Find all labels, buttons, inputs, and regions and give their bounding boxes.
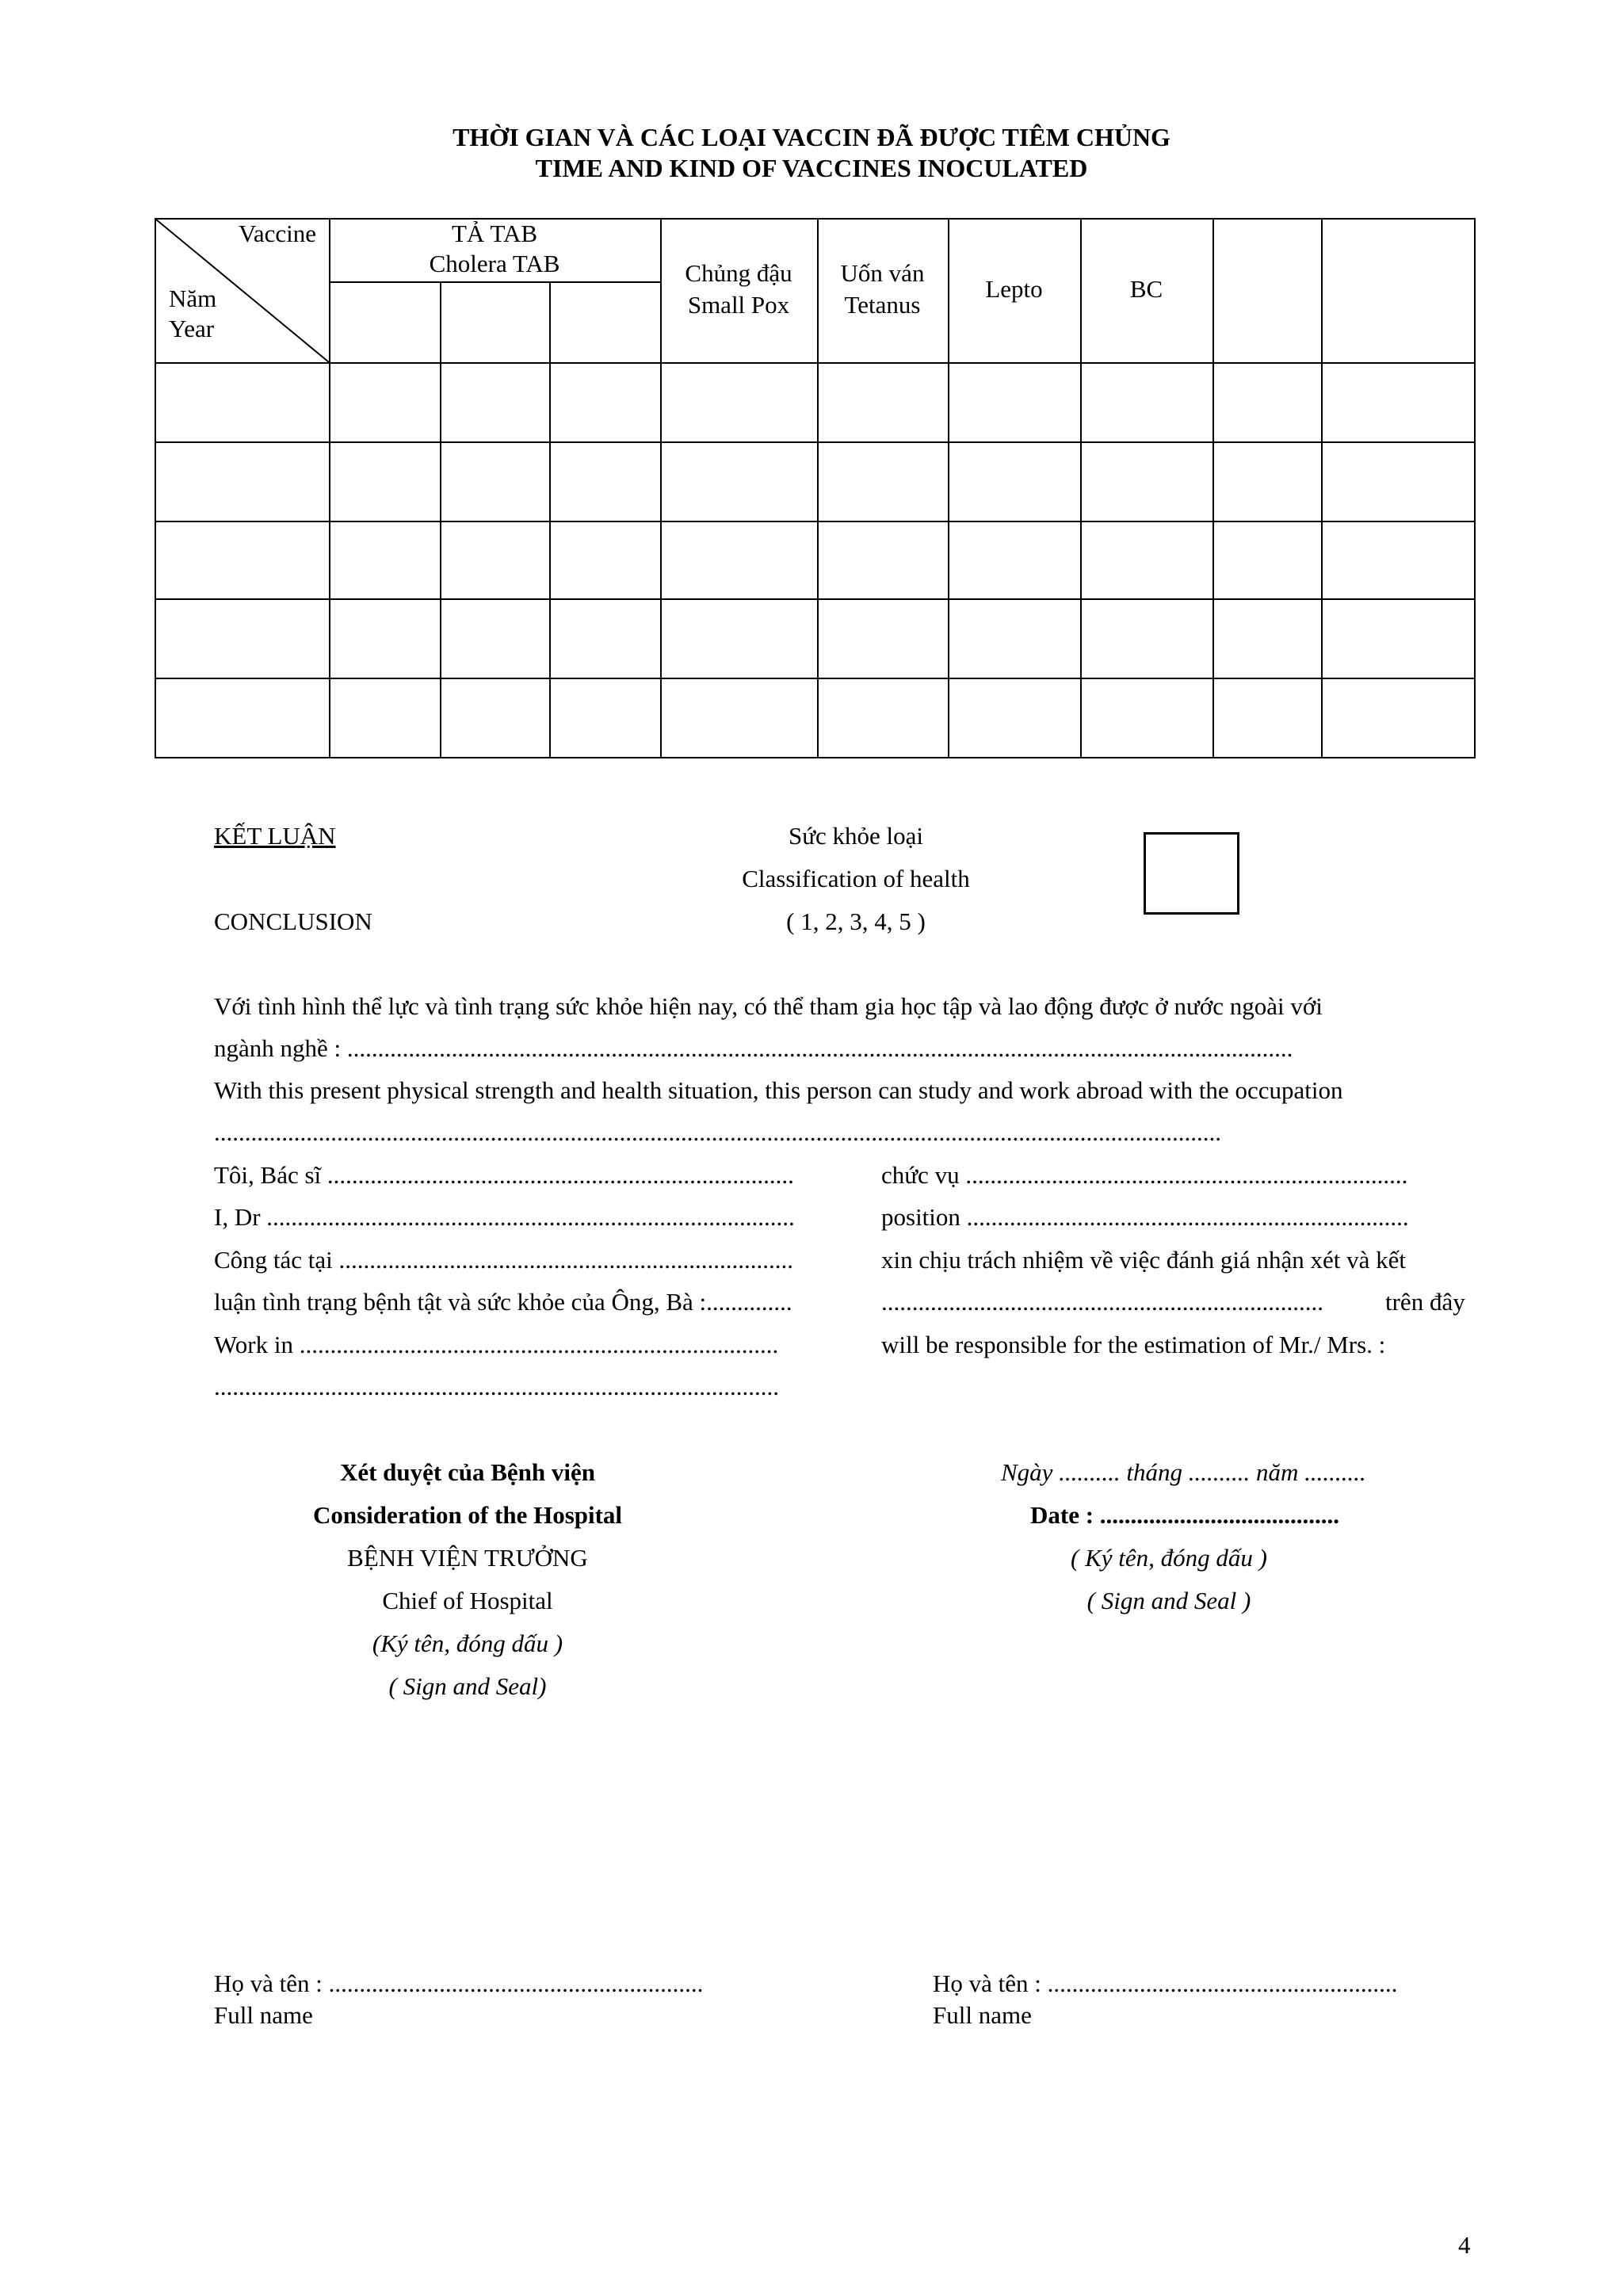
header-cholera-en: Cholera TAB — [429, 250, 560, 277]
corner-year-en: Year — [169, 315, 215, 342]
header-cholera-vi: TẢ TAB — [451, 220, 538, 247]
doctor-position-vi[interactable]: chức vụ ........................................................................ — [881, 1161, 1408, 1189]
title-vi: THỜI GIAN VÀ CÁC LOẠI VACCIN ĐÃ ĐƯỢC TIÊM CHỦNG — [453, 123, 1170, 151]
hospital-sign-vi: (Ký tên, đóng dấu ) — [372, 1629, 563, 1657]
statement-occupation-vi[interactable]: ngành nghề : .......................................................................................................................................................... — [214, 1034, 1293, 1062]
responsibility-en: will be responsible for the estimation of Mr./ Mrs. : — [881, 1331, 1386, 1358]
doctor-name-en[interactable]: I, Dr ...................................................................................... — [214, 1203, 795, 1231]
vaccine-table — [155, 218, 1476, 758]
title-en: TIME AND KIND OF VACCINES INOCULATED — [535, 154, 1088, 182]
full-name-left-en: Full name — [214, 2001, 313, 2029]
hospital-sign-en: ( Sign and Seal) — [388, 1672, 547, 1700]
responsibility-vi: xin chịu trách nhiệm về việc đánh giá nhận xét và kết — [881, 1246, 1406, 1274]
header-bc: BC — [1129, 275, 1163, 303]
header-tetanus-en: Tetanus — [844, 291, 921, 319]
conclusion-label-vi: KẾT LUẬN — [214, 822, 336, 850]
corner-vaccine-label: Vaccine — [238, 220, 317, 247]
chief-title-en: Chief of Hospital — [382, 1587, 553, 1614]
conclusion-label-en: CONCLUSION — [214, 907, 372, 935]
date-vi[interactable]: Ngày .......... tháng .......... năm .......... — [1001, 1458, 1366, 1486]
health-class-en: Classification of health — [742, 865, 970, 892]
statement-line-3: With this present physical strength and health situation, this person can study and work abroad with the occupation — [214, 1076, 1343, 1104]
health-class-box[interactable] — [1144, 832, 1239, 915]
workplace-en[interactable]: Work in .............................................................................. — [214, 1331, 779, 1358]
patient-name-en[interactable]: ............................................................................................ — [214, 1373, 779, 1400]
above-label: trên đây — [1385, 1288, 1465, 1316]
doctor-name-vi[interactable]: Tôi, Bác sĩ ............................................................................ — [214, 1161, 794, 1189]
doctor-sign-en: ( Sign and Seal ) — [1086, 1587, 1251, 1614]
health-class-vi: Sức khỏe loại — [788, 822, 924, 850]
full-name-right-vi[interactable]: Họ và tên : ......................................................... — [933, 1969, 1398, 1997]
header-tetanus-vi: Uốn ván — [840, 259, 925, 287]
date-en[interactable]: Date : ....................................... — [1030, 1501, 1340, 1529]
statement-occupation-en[interactable]: .................................................................................................................................................................... — [214, 1118, 1221, 1146]
patient-name-dots[interactable]: ........................................................................ — [881, 1288, 1323, 1316]
page-number: 4 — [1458, 2231, 1471, 2259]
hospital-review-en: Consideration of the Hospital — [312, 1501, 623, 1529]
doctor-sign-vi: ( Ký tên, đóng dấu ) — [1071, 1544, 1267, 1572]
health-class-options: ( 1, 2, 3, 4, 5 ) — [786, 907, 926, 935]
header-lepto: Lepto — [985, 275, 1043, 303]
full-name-right-en: Full name — [933, 2001, 1032, 2029]
full-name-left-vi[interactable]: Họ và tên : ............................................................. — [214, 1969, 704, 1997]
chief-title-vi: BỆNH VIỆN TRƯỞNG — [347, 1544, 588, 1572]
corner-year-vi: Năm — [169, 285, 217, 312]
header-smallpox-vi: Chủng đậu — [685, 259, 792, 287]
hospital-review-vi: Xét duyệt của Bệnh viện — [339, 1458, 596, 1486]
doctor-position-en[interactable]: position ........................................................................ — [881, 1203, 1409, 1231]
patient-name-vi[interactable]: luận tình trạng bệnh tật và sức khỏe của Ông, Bà :.............. — [214, 1288, 792, 1316]
statement-line-1: Với tình hình thể lực và tình trạng sức khỏe hiện nay, có thể tham gia học tập và lao động được ở nước ngoài với — [214, 992, 1323, 1020]
header-smallpox-en: Small Pox — [687, 291, 790, 319]
workplace-vi[interactable]: Công tác tại .......................................................................... — [214, 1246, 794, 1274]
